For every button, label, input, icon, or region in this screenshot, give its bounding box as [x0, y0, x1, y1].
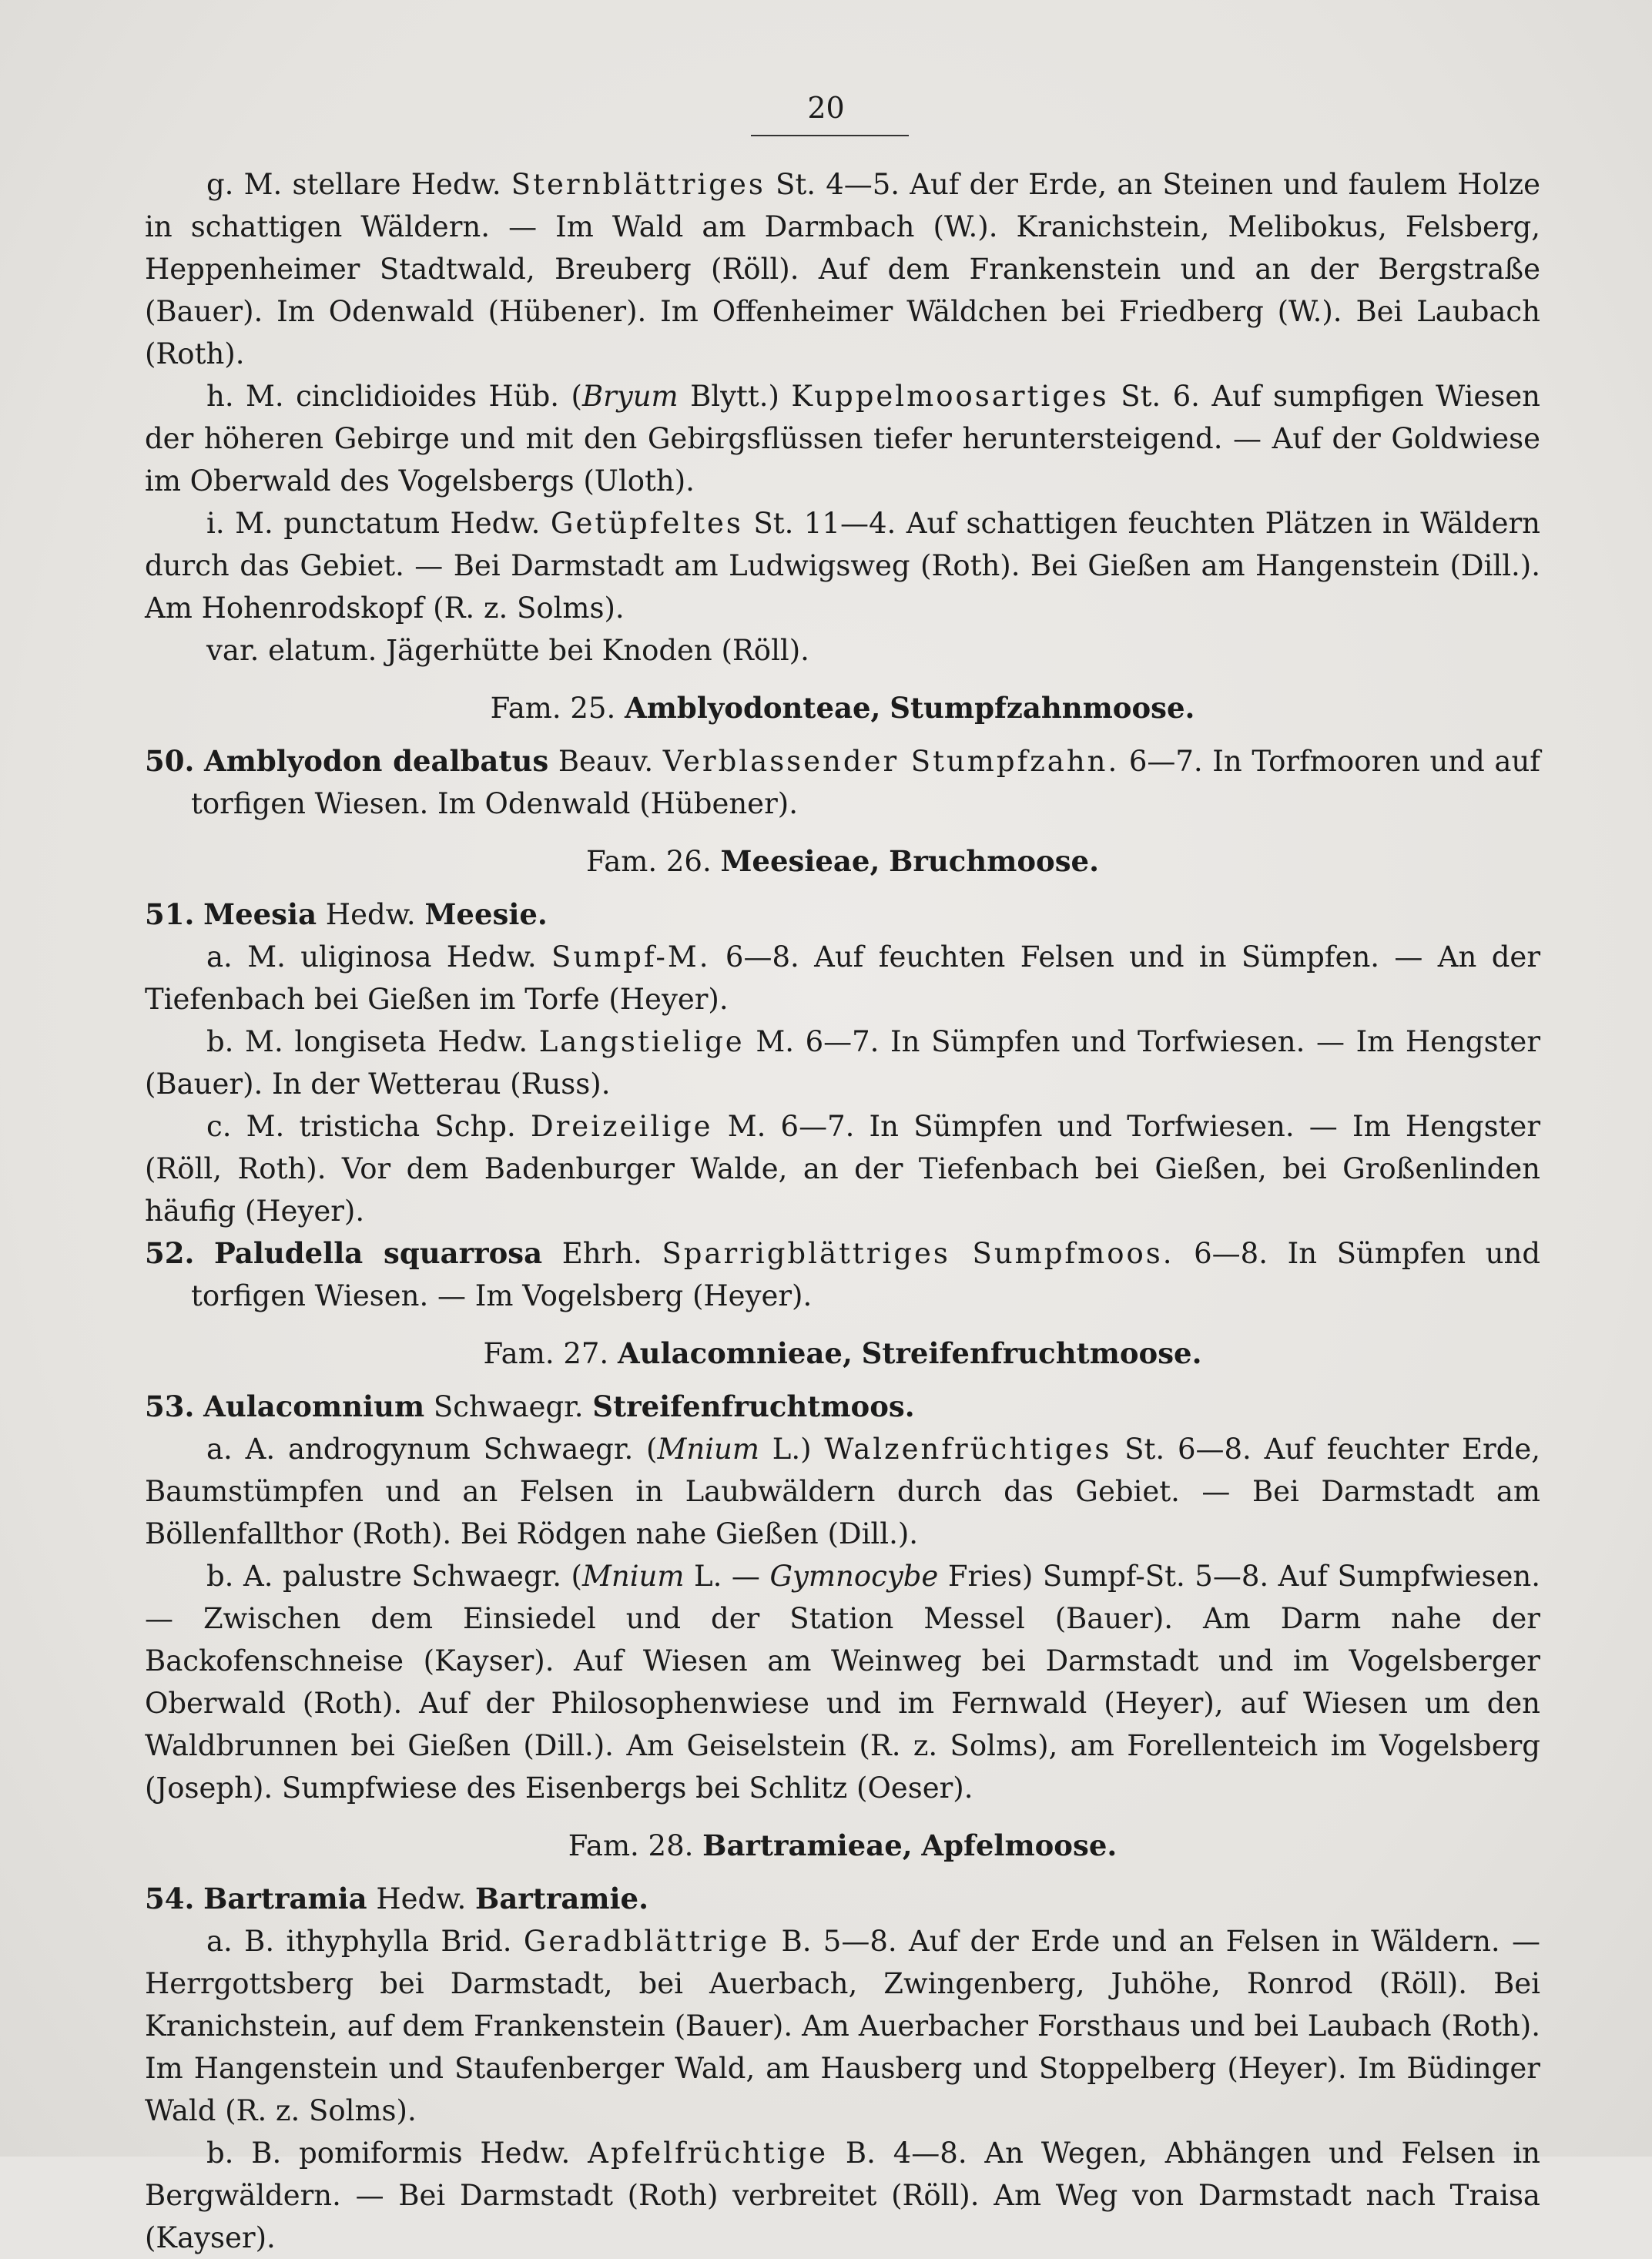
- entry-51a: [145, 936, 1540, 1021]
- family-28-german: Apfelmoose.: [921, 1828, 1118, 1862]
- page-body: [145, 163, 1540, 2259]
- entry-53: [145, 1386, 1540, 1428]
- entry-51b-name: Langstielige: [538, 1025, 745, 1058]
- family-25-label: Fam. 25.: [490, 692, 616, 725]
- entry-53b-name: Sumpf-St.: [1042, 1560, 1185, 1593]
- entry-54-name: Bartramia: [203, 1882, 367, 1915]
- entry-var: var. elatum. Jägerhütte bei Knoden (Röll).: [206, 634, 809, 667]
- entry-54a: [145, 1920, 1540, 2132]
- entry-52-german: Sparrigblättriges Sumpfmoos.: [662, 1237, 1174, 1270]
- entry-50: [145, 740, 1540, 825]
- entry-g-name: Sternblättriges: [511, 168, 766, 201]
- entry-h-text: St. 6. Auf sumpfigen Wiesen der höheren Gebirge und mit den Gebirgsflüssen tiefer heruntersteigend. — Auf der Goldwiese im Oberwald des Vogelsbergs (Uloth).: [145, 380, 1540, 498]
- entry-53-author: Schwaegr.: [424, 1390, 593, 1423]
- entry-51-number: 51.: [145, 897, 195, 931]
- entry-53-number: 53.: [145, 1389, 195, 1423]
- entry-50-text: 6—7. In Torfmooren und auf torfigen Wiesen. Im Odenwald (Hübener).: [191, 745, 1540, 820]
- family-heading-28: [145, 1825, 1540, 1867]
- entry-i-head: i. M. punctatum Hedw.: [206, 507, 541, 540]
- entry-53-german: Streifenfruchtmoos.: [592, 1389, 915, 1423]
- entry-51b-head: b. M. longiseta Hedw.: [206, 1025, 528, 1058]
- entry-50-number: 50.: [145, 744, 195, 778]
- entry-50-german: Verblassender Stumpfzahn.: [662, 745, 1120, 778]
- entry-g-head: g. M. stellare Hedw.: [206, 168, 501, 201]
- family-28-name: Bartramieae,: [702, 1828, 913, 1862]
- family-26-name: Meesieae,: [720, 844, 880, 878]
- family-27-name: Aulacomnieae,: [617, 1336, 853, 1370]
- page-number: 20: [807, 91, 845, 125]
- entry-54b-head: b. B. pomiformis Hedw.: [206, 2137, 571, 2170]
- entry-53b-genus2: Gymnocybe: [769, 1560, 939, 1593]
- entry-51a-text: 6—8. Auf feuchten Felsen und in Sümpfen. — An der Tiefenbach bei Gießen im Torfe (Heyer).: [145, 940, 1541, 1016]
- entry-53b-mid: L. —: [684, 1560, 770, 1593]
- entry-53a: [145, 1428, 1540, 1555]
- entry-53b-genus: Mnium: [582, 1560, 685, 1593]
- entry-51a-name: Sumpf-M.: [551, 940, 711, 974]
- entry-53a-author: L.): [759, 1433, 825, 1466]
- entry-54a-name: Geradblättrige: [523, 1925, 770, 1958]
- entry-53b-head: b. A. palustre Schwaegr. (: [206, 1560, 582, 1593]
- family-heading-27: [145, 1332, 1540, 1375]
- entry-52-number: 52.: [145, 1236, 195, 1270]
- entry-53a-head: a. A. androgynum Schwaegr. (: [206, 1433, 658, 1466]
- entry-54-author: Hedw.: [367, 1882, 476, 1915]
- entry-i: [145, 502, 1540, 629]
- entry-51c: [145, 1105, 1540, 1232]
- entry-51-name: Meesia: [203, 897, 317, 931]
- family-26-german: Bruchmoose.: [889, 844, 1099, 878]
- entry-54a-head: a. B. ithyphylla Brid.: [206, 1925, 512, 1958]
- entry-g-text: St. 4—5. Auf der Erde, an Steinen und faulem Holze in schattigen Wäldern. — Im Wald am Darmbach (W.). Kranichstein, Melibokus, Felsberg, Heppenheimer Stadtwald, Breuberg (Röll). Auf dem Frankenstein und an der Bergstraße (Bauer). Im Odenwald (Hübener). Im Offenheimer Wäldchen bei Friedberg (W.). Bei Laubach (Roth).: [145, 168, 1540, 370]
- family-25-german: Stumpfzahnmoose.: [890, 691, 1195, 725]
- family-heading-25: [145, 687, 1540, 729]
- entry-51-author: Hedw.: [317, 898, 425, 931]
- entry-53a-text: St. 6—8. Auf feuchter Erde, Baumstümpfen und an Felsen in Laubwäldern durch das Gebiet. — Bei Darmstadt am Böllenfallthor (Roth). Bei Rödgen nahe Gießen (Dill.).: [145, 1433, 1540, 1550]
- entry-52-name: Paludella squarrosa: [214, 1236, 543, 1270]
- entry-h-name: Kuppelmoosartiges: [791, 380, 1109, 413]
- entry-52: [145, 1232, 1540, 1317]
- entry-54-german: Bartramie.: [475, 1882, 648, 1915]
- entry-50-author: Beauv.: [548, 745, 663, 778]
- entry-51c-name: Dreizeilige: [530, 1110, 713, 1143]
- entry-53-name: Aulacomnium: [203, 1389, 425, 1423]
- entry-g: [145, 163, 1540, 375]
- entry-53b: [145, 1555, 1540, 1809]
- entry-51: [145, 893, 1540, 936]
- entry-51b: [145, 1021, 1540, 1105]
- entry-53b-text: 5—8. Auf Sumpfwiesen. — Zwischen dem Einsiedel und der Station Messel (Bauer). Am Darm nahe der Backofenschneise (Kayser). Auf Wiesen am Weinweg bei Darmstadt und im Vogelsberger Oberwald (Roth). Auf der Philosophenwiese und im Fernwald (Heyer), auf Wiesen um den Waldbrunnen bei Gießen (Dill.). Am Geiselstein (R. z. Solms), am Forellenteich im Vogelsberg (Joseph). Sumpfwiese des Eisenbergs bei Schlitz (Oeser).: [145, 1560, 1540, 1805]
- family-26-label: Fam. 26.: [586, 845, 712, 878]
- entry-54a-text: B. 5—8. Auf der Erde und an Felsen in Wäldern. — Herrgottsberg bei Darmstadt, bei Auerbach, Zwingenberg, Juhöhe, Ronrod (Röll). Bei Kranichstein, auf dem Frankenstein (Bauer). Am Auerbacher Forsthaus und bei Laubach (Roth). Im Hangenstein und Staufenberger Wald, am Hausberg und Stoppelberg (Heyer). Im Büdinger Wald (R. z. Solms).: [145, 1925, 1540, 2127]
- entry-54b: [145, 2132, 1540, 2259]
- entry-h-author: Blytt.): [678, 380, 792, 413]
- entry-51c-head: c. M. tristicha Schp.: [206, 1110, 516, 1143]
- entry-54b-text: B. 4—8. An Wegen, Abhängen und Felsen in Bergwäldern. — Bei Darmstadt (Roth) verbreitet (Röll). Am Weg von Darmstadt nach Traisa (Kayser).: [145, 2137, 1540, 2254]
- entry-h: [145, 375, 1540, 502]
- entry-54-number: 54.: [145, 1882, 195, 1915]
- entry-h-head: h. M. cinclidioides Hüb. (: [206, 380, 582, 413]
- entry-53a-name: Walzenfrüchtiges: [824, 1433, 1112, 1466]
- entry-51c-text: M. 6—7. In Sümpfen und Torfwiesen. — Im Hengster (Röll, Roth). Vor dem Badenburger Walde, an der Tiefenbach bei Gießen, bei Großenlinden häufig (Heyer).: [145, 1110, 1541, 1228]
- header-rule: [751, 135, 909, 136]
- entry-53a-genus: Mnium: [657, 1433, 759, 1466]
- entry-54: [145, 1878, 1540, 1920]
- entry-53b-author: Fries): [938, 1560, 1043, 1593]
- entry-52-text: 6—8. In Sümpfen und torfigen Wiesen. — Im Vogelsberg (Heyer).: [191, 1237, 1541, 1312]
- entry-i-text: St. 11—4. Auf schattigen feuchten Plätzen in Wäldern durch das Gebiet. — Bei Darmstadt am Ludwigsweg (Roth). Bei Gießen am Hangenstein (Dill.). Am Hohenrodskopf (R. z. Solms).: [145, 507, 1540, 625]
- entry-51a-head: a. M. uliginosa Hedw.: [206, 940, 537, 974]
- family-25-name: Amblyodonteae,: [625, 691, 881, 725]
- family-28-label: Fam. 28.: [568, 1829, 694, 1862]
- family-27-german: Streifenfruchtmoose.: [861, 1336, 1202, 1370]
- family-heading-26: [145, 840, 1540, 883]
- entry-52-author: Ehrh.: [542, 1237, 662, 1270]
- entry-50-name: Amblyodon dealbatus: [203, 744, 549, 778]
- entry-51b-text: M. 6—7. In Sümpfen und Torfwiesen. — Im Hengster (Bauer). In der Wetterau (Russ).: [145, 1025, 1541, 1101]
- entry-h-genus: Bryum: [581, 380, 679, 413]
- entry-i-name: Getüpfeltes: [550, 507, 743, 540]
- entry-54b-name: Apfelfrüchtige: [588, 2137, 829, 2170]
- family-27-label: Fam. 27.: [483, 1337, 609, 1370]
- entry-51-german: Meesie.: [424, 897, 548, 931]
